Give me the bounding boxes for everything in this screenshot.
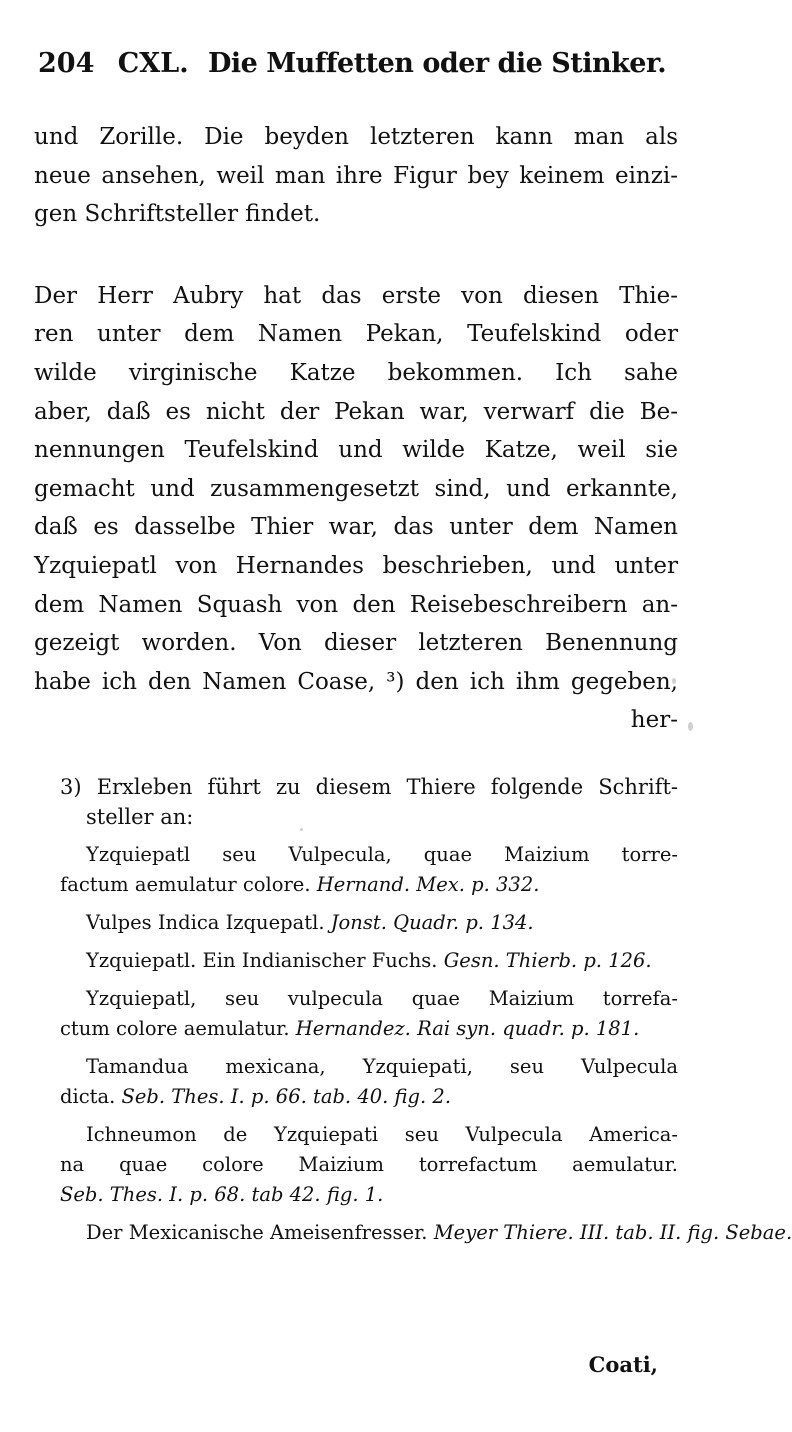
reference-line: Yzquiepatl seu Vulpecula, quae Maizium torre- bbox=[86, 843, 678, 866]
text-line: daß es dasselbe Thier war, das unter dem Namen bbox=[34, 514, 678, 541]
catchword: her- bbox=[630, 707, 678, 734]
ink-speck bbox=[672, 678, 676, 684]
citation: Meyer Thiere. III. tab. II. fig. Sebae. bbox=[433, 1221, 792, 1244]
text-line: und Zorille. Die beyden letzteren kann man als bbox=[34, 124, 678, 150]
reference-entry bbox=[60, 1218, 792, 1248]
reference-entry bbox=[60, 1120, 678, 1210]
reference-line: Yzquiepatl, seu vulpecula quae Maizium torrefa- bbox=[86, 987, 678, 1010]
reference-line: factum aemulatur colore. Hernand. Mex. p. 332. bbox=[60, 873, 540, 896]
reference-line: Der Mexicanische Ameisenfresser. Meyer Thiere. III. tab. II. fig. Sebae. bbox=[86, 1221, 792, 1244]
section-number: CXL. bbox=[117, 48, 189, 79]
text-line: gezeigt worden. Von dieser letzteren Benennung bbox=[34, 630, 678, 657]
text-line: nennungen Teufelskind und wilde Katze, weil sie bbox=[34, 437, 678, 464]
citation: Hernand. Mex. p. 332. bbox=[316, 873, 540, 896]
citation: Gesn. Thierb. p. 126. bbox=[443, 949, 652, 972]
running-header bbox=[38, 48, 680, 79]
text-line: gemacht und zusammengesetzt sind, und erkannte, bbox=[34, 475, 678, 502]
text-line: aber, daß es nicht der Pekan war, verwarf die Be- bbox=[34, 398, 678, 425]
reference-line: Ichneumon de Yzquiepati seu Vulpecula America- bbox=[86, 1123, 678, 1146]
text-line: gen Schriftsteller findet. bbox=[34, 201, 321, 228]
paragraph-2 bbox=[34, 277, 678, 702]
reference-entry bbox=[60, 1052, 678, 1112]
text-line: ren unter dem Namen Pekan, Teufelskind oder bbox=[34, 321, 678, 348]
text-line: dem Namen Squash von den Reisebeschreibern an- bbox=[34, 591, 678, 618]
page-number: 204 bbox=[38, 48, 95, 79]
text-line: habe ich den Namen Coase, ³) den ich ihm gegeben, bbox=[34, 668, 678, 695]
reference-line: Yzquiepatl. Ein Indianischer Fuchs. Gesn. Thierb. p. 126. bbox=[86, 949, 652, 972]
text-line: Yzquiepatl von Hernandes beschrieben, und unter bbox=[34, 552, 678, 579]
reference-line: Tamandua mexicana, Yzquiepati, seu Vulpecula bbox=[86, 1055, 678, 1078]
reference-line: na quae colore Maizium torrefactum aemulatur. bbox=[60, 1153, 678, 1176]
reference-entry bbox=[60, 946, 678, 976]
citation: Hernandez. Rai syn. quadr. p. 181. bbox=[295, 1017, 640, 1040]
reference-line: Vulpes Indica Izquepatl. Jonst. Quadr. p. 134. bbox=[86, 911, 534, 934]
reference-entry bbox=[60, 984, 678, 1044]
running-title: Die Muffetten oder die Stinker. bbox=[208, 48, 667, 79]
citation: Seb. Thes. I. p. 68. tab 42. fig. 1. bbox=[60, 1183, 384, 1206]
main-text bbox=[34, 118, 678, 740]
ink-speck bbox=[688, 722, 693, 731]
citation: Seb. Thes. I. p. 66. tab. 40. fig. 2. bbox=[121, 1085, 452, 1108]
citation: Jonst. Quadr. p. 134. bbox=[330, 911, 534, 934]
footnote-head bbox=[60, 772, 678, 802]
text-line: Der Herr Aubry hat das erste von diesen Thie- bbox=[34, 282, 678, 309]
footnote-catchword: Coati, bbox=[588, 1352, 658, 1377]
footnote-marker: 3) bbox=[60, 775, 82, 799]
ink-speck bbox=[300, 828, 303, 831]
reference-line: ctum colore aemulatur. Hernandez. Rai syn. quadr. p. 181. bbox=[60, 1017, 640, 1040]
footnote-head-cont: steller an: bbox=[86, 805, 194, 829]
reference-entry bbox=[60, 840, 678, 900]
text-line: neue ansehen, weil man ihre Figur bey keinem einzi- bbox=[34, 162, 678, 189]
text-line: wilde virginische Katze bekommen. Ich sahe bbox=[34, 359, 678, 386]
footnote-head-text: Erxleben führt zu diesem Thiere folgende Schrift- bbox=[96, 775, 678, 799]
paragraph-1 bbox=[34, 118, 678, 234]
reference-line: dicta. Seb. Thes. I. p. 66. tab. 40. fig. 2. bbox=[60, 1085, 452, 1108]
reference-entry bbox=[60, 908, 678, 938]
footnote bbox=[60, 772, 792, 1248]
